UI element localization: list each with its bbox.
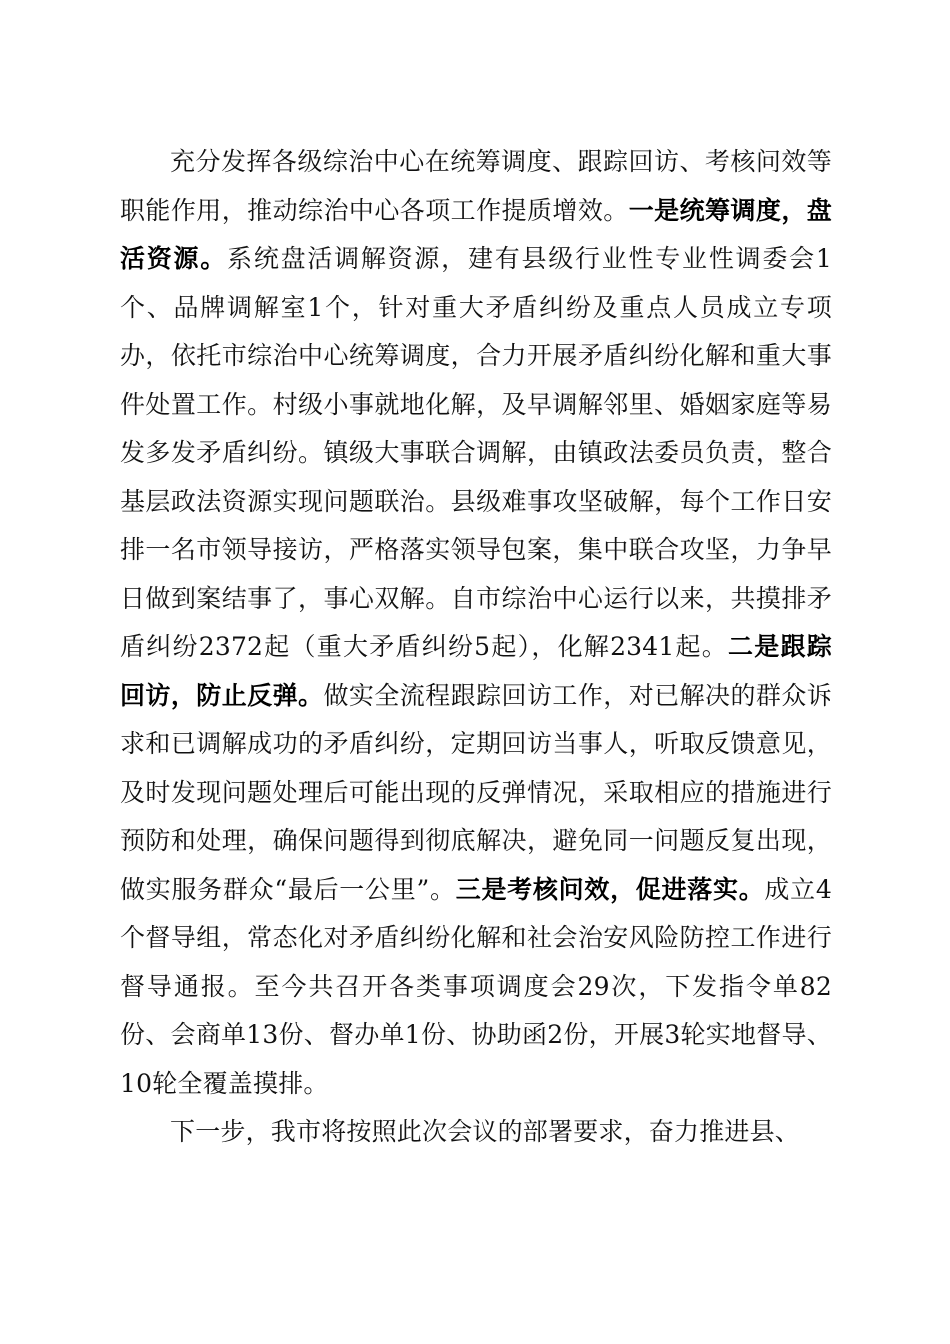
heading-point-one: 一是统筹调度，盘活资源。 <box>120 195 832 273</box>
intro-sentence: 充分发挥各级综治中心在统筹调度、跟踪回访、考核问效等职能作用，推动综治中心各项工作提质增效。 <box>120 147 832 225</box>
heading-point-two: 二是跟踪回访，防止反弹。 <box>120 632 832 710</box>
paragraph-next-steps <box>120 1108 832 1157</box>
point-one-text: 系统盘活调解资源，建有县级行业性专业性调委会1个、品牌调解室1个，针对重大矛盾纠纷及重点人员成立专项办，依托市综治中心统筹调度，合力开展矛盾纠纷化解和重大事件处置工作。村级小事就地化解，及早调解邻里、婚姻家庭等易发多发矛盾纠纷。镇级大事联合调解，由镇政法委员负责，整合基层政法资源实现问题联治。县级难事攻坚破解，每个工作日安排一名市领导接访，严格落实领导包案，集中联合攻坚，力争早日做到案结事了，事心双解。自市综治中心运行以来，共摸排矛盾纠纷2372起（重大矛盾纠纷5起），化解2341起。 <box>120 244 832 661</box>
next-steps-text: 下一步，我市将按照此次会议的部署要求，奋力推进县、 <box>170 1117 801 1146</box>
point-two-text: 做实全流程跟踪回访工作，对已解决的群众诉求和已调解成功的矛盾纠纷，定期回访当事人，听取反馈意见，及时发现问题处理后可能出现的反弹情况，采取相应的措施进行预防和处理，确保问题得到彻底解决，避免同一问题反复出现，做实服务群众“最后一公里”。 <box>120 680 832 904</box>
document-body <box>120 138 832 1157</box>
paragraph-comprehensive-centers <box>120 138 832 1108</box>
point-three-text: 成立4个督导组，常态化对矛盾纠纷化解和社会治安风险防控工作进行督导通报。至今共召开各类事项调度会29次，下发指令单82份、会商单13份、督办单1份、协助函2份，开展3轮实地督导、10轮全覆盖摸排。 <box>120 874 832 1098</box>
heading-point-three: 三是考核问效，促进落实。 <box>455 874 765 904</box>
